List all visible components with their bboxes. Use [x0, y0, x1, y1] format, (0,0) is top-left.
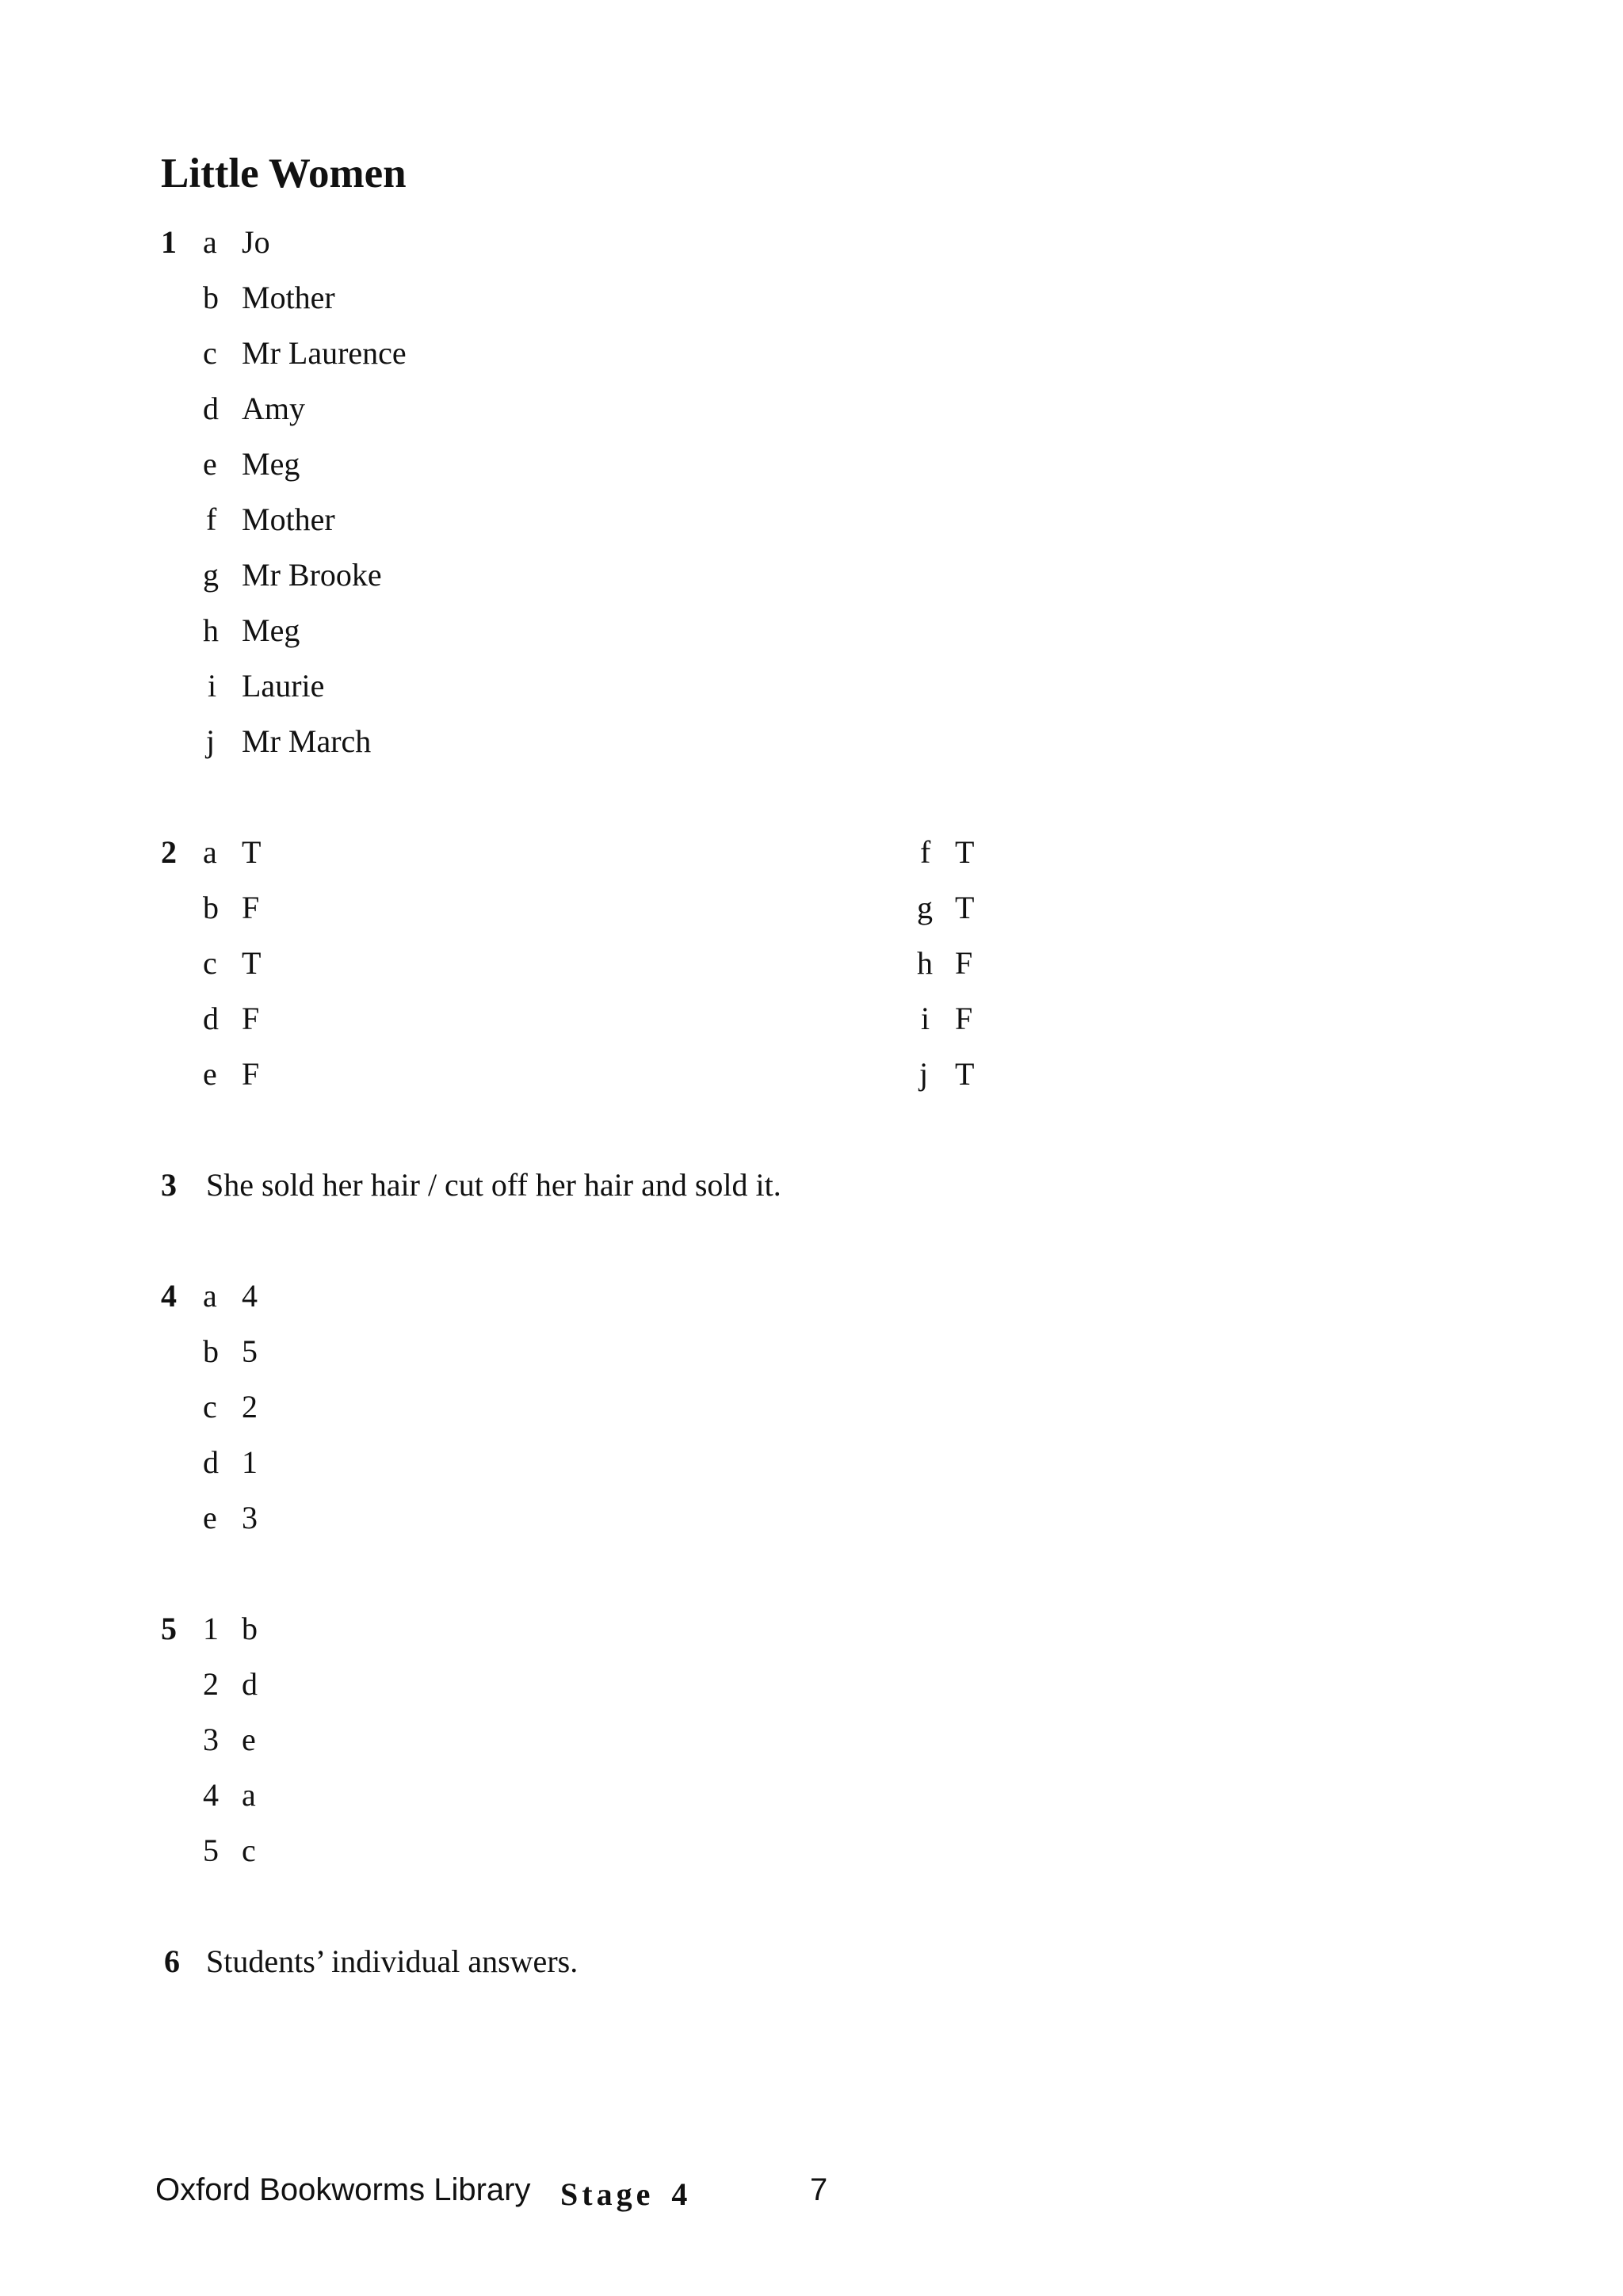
- footer-stage-word: Stage: [560, 2176, 655, 2212]
- item-label: 2: [203, 1666, 219, 1702]
- item-label: d: [203, 391, 219, 426]
- item-answer: c: [242, 1833, 256, 1868]
- item-label: e: [203, 1056, 217, 1092]
- item-label: f: [920, 834, 931, 870]
- item-answer: F: [955, 1001, 973, 1036]
- footer-series: Oxford Bookworms Library: [155, 2172, 531, 2207]
- item-answer: F: [955, 945, 973, 981]
- item-label: j: [206, 723, 216, 759]
- item-label: 5: [203, 1833, 219, 1868]
- item-answer: 2: [242, 1389, 258, 1425]
- item-answer: Mr March: [242, 723, 372, 759]
- item-answer: 4: [242, 1278, 258, 1314]
- question-number: 5: [161, 1611, 177, 1646]
- item-label: b: [203, 890, 219, 925]
- item-label: b: [203, 1333, 219, 1369]
- page-number: 7: [810, 2172, 828, 2207]
- item-label: 4: [203, 1777, 219, 1813]
- question-number: 2: [161, 834, 177, 870]
- item-answer: d: [242, 1666, 258, 1702]
- item-label: a: [203, 834, 217, 870]
- item-answer: e: [242, 1722, 256, 1757]
- question-number: 6: [164, 1943, 180, 1979]
- item-label: e: [203, 1500, 217, 1535]
- question-number: 4: [161, 1278, 177, 1314]
- item-answer: Amy: [242, 391, 305, 426]
- item-label: i: [921, 1001, 930, 1036]
- item-label: d: [203, 1444, 219, 1480]
- item-answer: Laurie: [242, 668, 325, 704]
- item-answer: F: [242, 1056, 260, 1092]
- footer-stage: [560, 2176, 691, 2213]
- item-answer: F: [242, 1001, 260, 1036]
- item-answer: Mr Brooke: [242, 557, 382, 593]
- item-label: 1: [203, 1611, 219, 1646]
- item-label: g: [917, 890, 933, 925]
- item-answer: 5: [242, 1333, 258, 1369]
- item-answer: a: [242, 1777, 256, 1813]
- item-label: h: [917, 945, 933, 981]
- item-answer: 3: [242, 1500, 258, 1535]
- item-label: g: [203, 557, 219, 593]
- item-label: c: [203, 945, 217, 981]
- item-label: c: [203, 335, 217, 371]
- page-title: Little Women: [161, 151, 407, 196]
- item-answer: Meg: [242, 612, 300, 648]
- item-answer: T: [955, 890, 975, 925]
- question-number: 1: [161, 224, 177, 260]
- question-answer: She sold her hair / cut off her hair and sold it.: [206, 1167, 781, 1203]
- item-answer: 1: [242, 1444, 258, 1480]
- item-label: h: [203, 612, 219, 648]
- item-answer: b: [242, 1611, 258, 1646]
- item-label: j: [919, 1056, 929, 1092]
- item-label: b: [203, 280, 219, 315]
- item-answer: T: [955, 834, 975, 870]
- item-answer: Mother: [242, 502, 335, 537]
- item-answer: Mother: [242, 280, 335, 315]
- item-label: f: [206, 502, 217, 537]
- item-answer: T: [242, 834, 262, 870]
- item-label: 3: [203, 1722, 219, 1757]
- item-label: c: [203, 1389, 217, 1425]
- question-number: 3: [161, 1167, 177, 1203]
- item-label: a: [203, 224, 217, 260]
- item-answer: T: [242, 945, 262, 981]
- footer-stage-number: 4: [671, 2176, 692, 2212]
- question-answer: Students’ individual answers.: [206, 1943, 579, 1979]
- item-answer: Mr Laurence: [242, 335, 407, 371]
- item-label: e: [203, 446, 217, 482]
- item-answer: F: [242, 890, 260, 925]
- item-label: i: [208, 668, 217, 704]
- item-answer: Meg: [242, 446, 300, 482]
- item-answer: Jo: [242, 224, 270, 260]
- item-answer: T: [955, 1056, 975, 1092]
- item-label: a: [203, 1278, 217, 1314]
- item-label: d: [203, 1001, 219, 1036]
